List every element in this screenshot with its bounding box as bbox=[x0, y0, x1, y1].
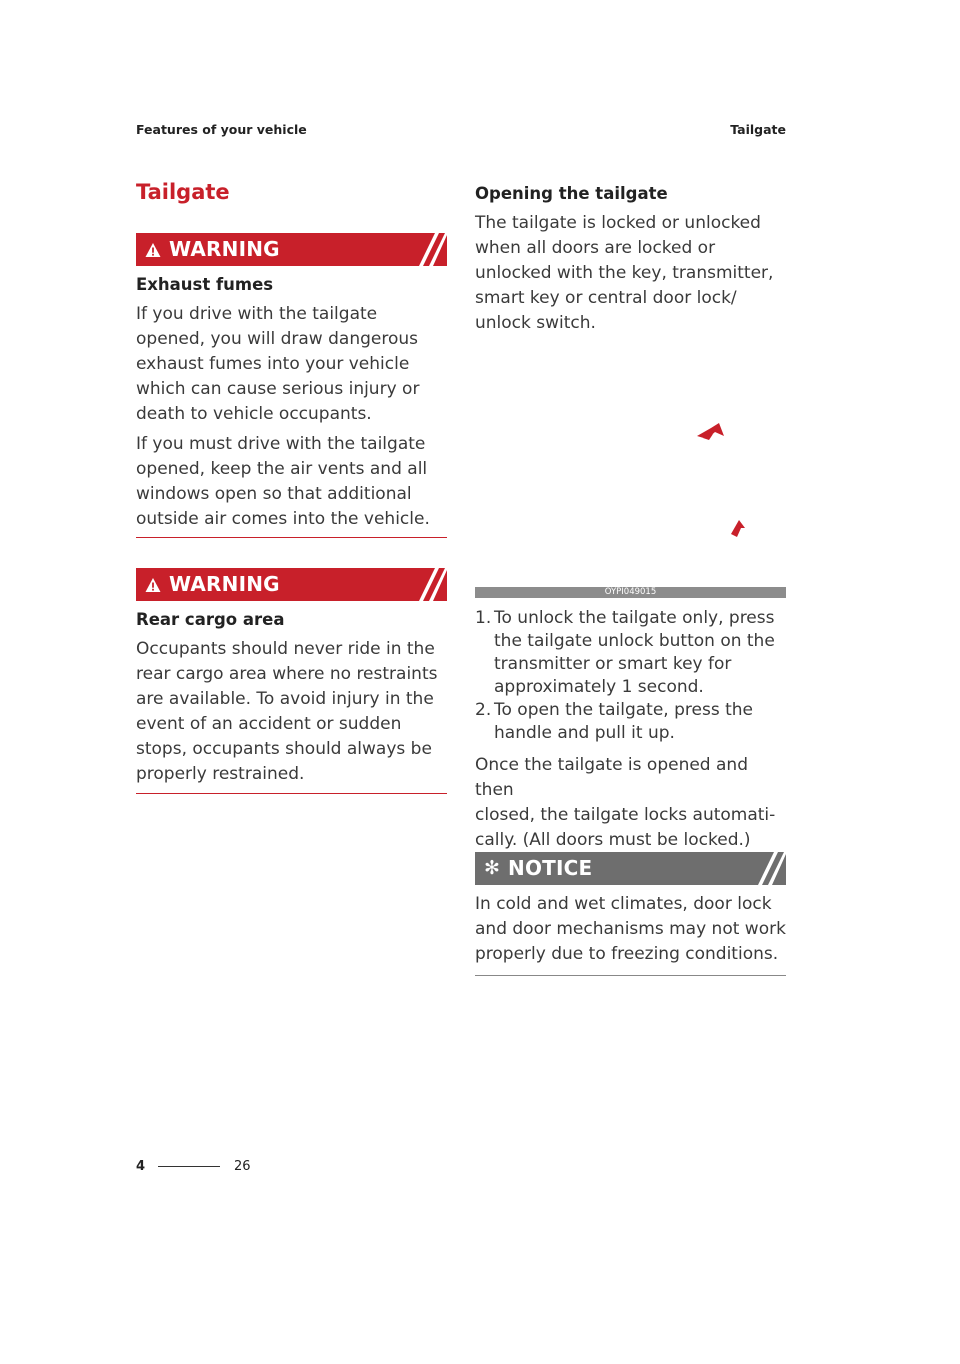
tailgate-illustration bbox=[475, 348, 786, 598]
text-line: unlock switch. bbox=[475, 313, 596, 333]
text-line: properly restrained. bbox=[136, 764, 305, 784]
list-item bbox=[475, 699, 786, 745]
text-line: closed, the tailgate locks automati- bbox=[475, 805, 776, 825]
list-item bbox=[475, 607, 786, 699]
warning-label: WARNING bbox=[169, 572, 280, 596]
text-line: If you must drive with the tailgate bbox=[136, 434, 426, 454]
warning-banner-1 bbox=[136, 233, 447, 266]
warning-2-title: Rear cargo area bbox=[136, 610, 285, 629]
text-line: and door mechanisms may not work bbox=[475, 919, 786, 939]
footer-page-number: 26 bbox=[234, 1159, 251, 1174]
opening-tailgate-subhead: Opening the tailgate bbox=[475, 184, 668, 203]
warning-triangle-icon bbox=[144, 576, 162, 594]
warning-triangle-icon bbox=[144, 241, 162, 259]
text-line: handle and pull it up. bbox=[494, 723, 675, 743]
list-number: 1. bbox=[475, 608, 492, 628]
notice-banner bbox=[475, 852, 786, 885]
warning-2-paragraph-1 bbox=[136, 637, 447, 787]
text-line: If you drive with the tailgate bbox=[136, 304, 378, 324]
list-text bbox=[494, 699, 786, 745]
text-line: Once the tailgate is opened and then bbox=[475, 755, 748, 800]
figure-caption-bar bbox=[475, 587, 786, 598]
text-line: rear cargo area where no restraints bbox=[136, 664, 438, 684]
warning-1-paragraph-2 bbox=[136, 432, 447, 532]
warning-banner-2 bbox=[136, 568, 447, 601]
warning-2-body bbox=[136, 608, 447, 787]
banner-stripes-decoration bbox=[746, 852, 786, 885]
text-line: opened, keep the air vents and all bbox=[136, 459, 428, 479]
warning-1-end-rule bbox=[136, 537, 447, 538]
text-line: To unlock the tailgate only, press bbox=[494, 608, 775, 628]
warning-2-end-rule bbox=[136, 793, 447, 794]
list-text bbox=[494, 607, 786, 699]
warning-1-paragraph-1 bbox=[136, 302, 447, 427]
figure-code: OYPI049015 bbox=[604, 587, 657, 597]
text-line: Occupants should never ride in the bbox=[136, 639, 435, 659]
auto-lock-paragraph bbox=[475, 753, 786, 853]
text-line: exhaust fumes into your vehicle bbox=[136, 354, 410, 374]
notice-label: NOTICE bbox=[508, 856, 593, 880]
text-line: To open the tailgate, press the bbox=[494, 700, 753, 720]
text-line: smart key or central door lock/ bbox=[475, 288, 737, 308]
warning-1-title: Exhaust fumes bbox=[136, 275, 274, 294]
text-line: which can cause serious injury or bbox=[136, 379, 420, 399]
warning-label: WARNING bbox=[169, 237, 280, 261]
footer-separator bbox=[158, 1166, 220, 1167]
text-line: properly due to freezing conditions. bbox=[475, 944, 779, 964]
text-line: transmitter or smart key for bbox=[494, 654, 732, 674]
banner-stripes-decoration bbox=[407, 233, 447, 266]
section-title: Tailgate bbox=[136, 180, 230, 204]
red-arrow-icon bbox=[731, 520, 745, 537]
notice-end-rule bbox=[475, 975, 786, 976]
opening-tailgate-section bbox=[475, 182, 786, 336]
footer-chapter-number: 4 bbox=[136, 1159, 146, 1174]
red-arrow-icon bbox=[697, 423, 724, 440]
text-line: opened, you will draw dangerous bbox=[136, 329, 418, 349]
text-line: outside air comes into the vehicle. bbox=[136, 509, 430, 529]
text-line: cally. (All doors must be locked.) bbox=[475, 830, 751, 850]
text-line: death to vehicle occupants. bbox=[136, 404, 372, 424]
asterisk-icon: ✻ bbox=[484, 857, 500, 879]
warning-1-body bbox=[136, 273, 447, 532]
text-line: when all doors are locked or bbox=[475, 238, 716, 258]
text-line: In cold and wet climates, door lock bbox=[475, 894, 772, 914]
notice-text bbox=[475, 892, 786, 967]
text-line: are available. To avoid injury in the bbox=[136, 689, 434, 709]
text-line: stops, occupants should always be bbox=[136, 739, 432, 759]
running-header-section: Tailgate bbox=[730, 122, 786, 137]
text-line: windows open so that additional bbox=[136, 484, 412, 504]
text-line: approximately 1 second. bbox=[494, 677, 704, 697]
banner-stripes-decoration bbox=[407, 568, 447, 601]
text-line: unlocked with the key, transmitter, bbox=[475, 263, 774, 283]
opening-tailgate-intro bbox=[475, 211, 786, 336]
text-line: The tailgate is locked or unlocked bbox=[475, 213, 761, 233]
tailgate-figure bbox=[475, 348, 786, 598]
running-header-chapter: Features of your vehicle bbox=[136, 122, 307, 137]
text-line: the tailgate unlock button on the bbox=[494, 631, 775, 651]
text-line: event of an accident or sudden bbox=[136, 714, 402, 734]
list-number: 2. bbox=[475, 700, 492, 720]
